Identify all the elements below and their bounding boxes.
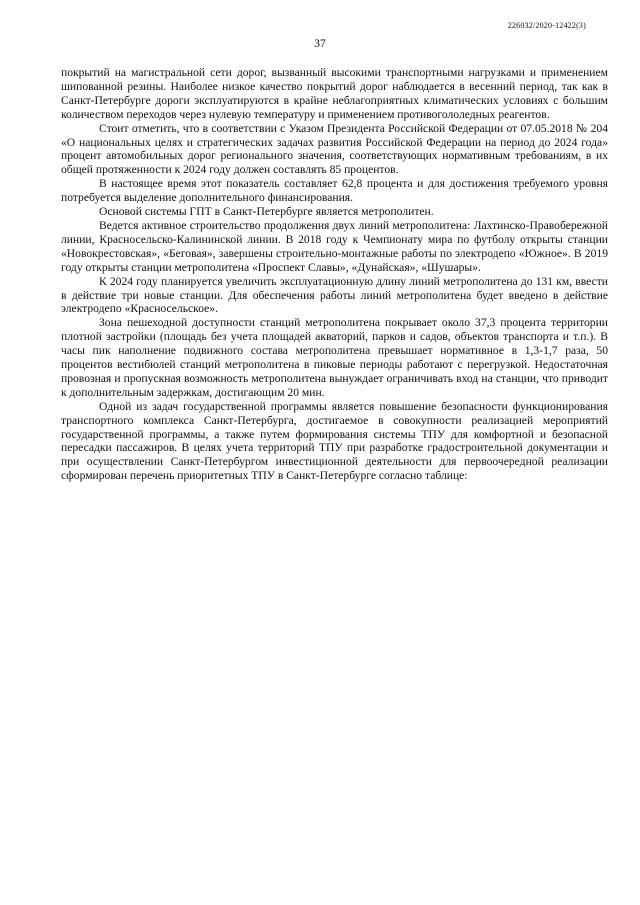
paragraph-metro-construction: Ведется активное строительство продолжения двух линий метрополитена: Лахтинско-Правобережной линии, Красносельско-Калининской линии. В 2018 году к Чемпионату мира по футболу открыты станции «Новокрестовская», «Беговая», завершены строительно-монтажные работы по электродепо «Южное». В 2019 году открыты станции метрополитена «Проспект Славы», «Дунайская», «Шушары». (61, 218, 608, 274)
document-body (61, 66, 608, 483)
document-id: 226032/2020-12422(3) (507, 21, 586, 30)
paragraph-current-indicator: В настоящее время этот показатель составляет 62,8 процента и для достижения требуемого уровня потребуется выделение дополнительного финансирования. (61, 177, 608, 205)
paragraph-metro-plans-2024: К 2024 году планируется увеличить эксплуатационную длину линий метрополитена до 131 км, ввести в действие три новые станции. Для обеспечения работы линий метрополитена будет введено в действие электродепо «Красносельское». (61, 274, 608, 316)
paragraph-metro-basis: Основой системы ГПТ в Санкт-Петербурге является метрополитен. (99, 205, 434, 219)
paragraph-presidential-decree: Стоит отметить, что в соответствии с Указом Президента Российской Федерации от 07.05.2018 № 204 «О национальных целях и стратегических задачах развития Российской Федерации на период до 2024 года» процент автомобильных дорог регионального значения, соответствующих нормативным требованиям, в их общей протяженности к 2024 году должен составлять 85 процентов. (61, 121, 608, 177)
paragraph-road-surface: покрытий на магистральной сети дорог, вызванный высокими транспортными нагрузками и применением шипованной резины. Наиболее низкое качество покрытий дорог наблюдается в весенний период, так как в Санкт-Петербурге дороги эксплуатируются в крайне неблагоприятных климатических условиях с большим количеством переходов через нулевую температуру и применением противогололедных реагентов. (61, 66, 608, 121)
paragraph-walking-access: Зона пешеходной доступности станций метрополитена покрывает около 37,3 процента территории плотной застройки (площадь без учета площадей акваторий, парков и садов, объектов транспорта и т.п.). В часы пик наполнение подвижного состава метрополитена превышает нормативное в 1,3-1,7 раза, 50 процентов вестибюлей станций метрополитена в пиковые периоды работают с перегрузкой. Недостаточная провозная и пропускная возможность метрополитена вынуждает ограничивать вход на станции, что приводит к дополнительным задержкам, достигающим 20 мин. (61, 316, 608, 399)
paragraph-tpu-safety: Одной из задач государственной программы является повышение безопасности функционирования транспортного комплекса Санкт-Петербурга, достигаемое в совокупности реализацией мероприятий государственной программы, а также путем формирования системы ТПУ для комфортной и безопасной пересадки пассажиров. В целях учета территорий ТПУ при разработке градостроительной документации и при осуществлении Санкт-Петербургом инвестиционной деятельности для первоочередной реализации сформирован перечень приоритетных ТПУ в Санкт-Петербурге согласно таблице: (61, 399, 608, 483)
page-number: 37 (314, 38, 326, 50)
